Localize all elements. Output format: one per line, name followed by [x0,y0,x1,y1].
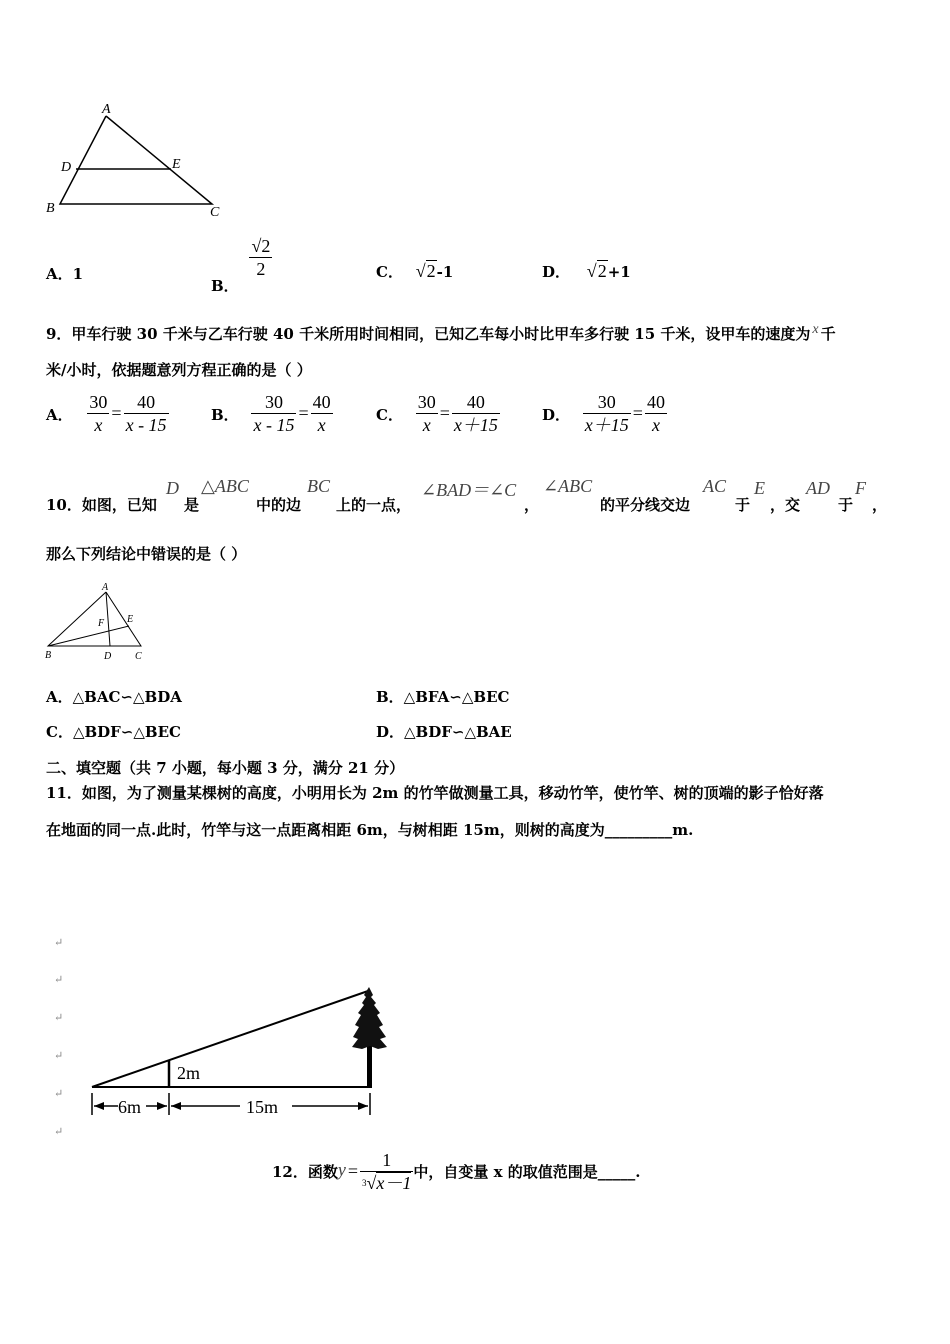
paragraph-mark: ↵ [54,1011,64,1024]
fig10-label-a: A [102,582,109,593]
q12-stem: 12．函数y = $\frac{1}{^3√x-1}$ 中，自变量 x 的取值范围是_____. [272,1150,641,1193]
q10-angle-equation: ∠BAD＝∠C [421,480,517,500]
q11-stem-line1: 11．如图，为了测量某棵树的高度，小明用长为 2m 的竹竿做测量工具，移动竹竿，使竹竿、树的顶端的影子恰好落 [46,784,824,802]
section-fill-in-blank-heading: 二、填空题（共 7 小题，每小题 3 分，满分 21 分） [46,759,405,777]
q10-text-yu1: 于 [735,496,751,514]
q10-triangle-abc: △ABC [201,476,249,496]
q8-option-c[interactable]: C． √2-1 [376,261,454,281]
q9-option-c[interactable]: C． $\frac{30}{x}$ = $\frac{40}{x+15}$ [376,392,498,435]
q10-text-shi: 是 [184,496,200,514]
q10-text-point: 上的一点， [336,496,412,514]
q10-stem-line2: 那么下列结论中错误的是（ ） [46,545,247,563]
q10-angle-abc: ∠ABC [543,476,593,496]
dimension-6m-label: 6m [118,1097,142,1117]
q10-var-ac: AC [703,476,727,496]
fig1-label-b: B [46,201,55,216]
fig10-label-b: B [45,650,52,661]
pole-label: 2m [177,1063,201,1083]
fig10-label-c: C [135,651,142,662]
figure-triangle-de [40,98,240,223]
q10-var-bc: BC [307,476,331,496]
tree-icon [352,987,387,1049]
q9-option-a[interactable]: A． $\frac{30}{x}$ = $\frac{40}{x - 15}$ [46,392,167,435]
figure-triangle-bisector [40,580,155,665]
q11-stem-line2: 在地面的同一点.此时，竹竿与这一点距离相距 6m，与树相距 15m，则树的高度为_________m. [46,821,694,839]
q10-var-f: F [855,478,866,498]
q10-text-edge: 中的边 [256,496,302,514]
q10-var-e: E [754,478,765,498]
fig10-label-d: D [104,651,112,662]
fig1-label-e: E [172,157,181,172]
q8-option-a[interactable]: A．1 [46,265,84,283]
paragraph-mark: ↵ [54,1125,64,1138]
q10-comma: ， [524,496,540,514]
q10-option-a[interactable]: A．△BAC∽△BDA [46,688,182,706]
q10-text-jiao: ，交 [770,496,801,514]
q10-text-yu2: 于 [838,496,854,514]
fig10-label-f: F [98,618,105,629]
q10-text-bisector: 的平分线交边 [600,496,691,514]
figure-tree-shadow [80,975,400,1125]
fig10-label-e: E [127,614,134,625]
dimension-15m-label: 15m [246,1097,279,1117]
paragraph-mark: ↵ [54,973,64,986]
q9-stem-line2: 米/小时，依据题意列方程正确的是（ ） [46,361,312,379]
q9-stem-line1: 9．甲车行驶 30 千米与乙车行驶 40 千米所用时间相同，已知乙车每小时比甲车多行驶 15 千米，设甲车的速度为 $^x$ 千 [46,322,836,343]
q10-var-d: D [166,478,179,498]
paragraph-mark: ↵ [54,1087,64,1100]
q10-option-c[interactable]: C．△BDF∽△BEC [46,723,181,741]
q9-option-d[interactable]: D． $\frac{30}{x+15}$ = $\frac{40}{x}$ [542,392,665,435]
q8-option-b[interactable]: B． $\frac{√2}{2}$ [211,236,271,295]
paragraph-mark: ↵ [54,1049,64,1062]
q10-option-b[interactable]: B．△BFA∽△BEC [376,688,510,706]
q10-var-ad: AD [806,478,830,498]
q10-option-d[interactable]: D．△BDF∽△BAE [376,723,512,741]
q9-option-b[interactable]: B． $\frac{30}{x - 15}$ = $\frac{40}{x}$ [211,392,331,435]
paragraph-mark: ↵ [54,936,64,949]
fig1-label-a: A [102,102,111,117]
q10-stem-prefix: 10．如图，已知 [46,496,157,514]
q10-comma2: ， [872,496,888,514]
q8-option-d[interactable]: D． √2+1 [542,261,631,281]
fig1-label-c: C [210,205,220,220]
fig1-label-d: D [61,160,72,175]
